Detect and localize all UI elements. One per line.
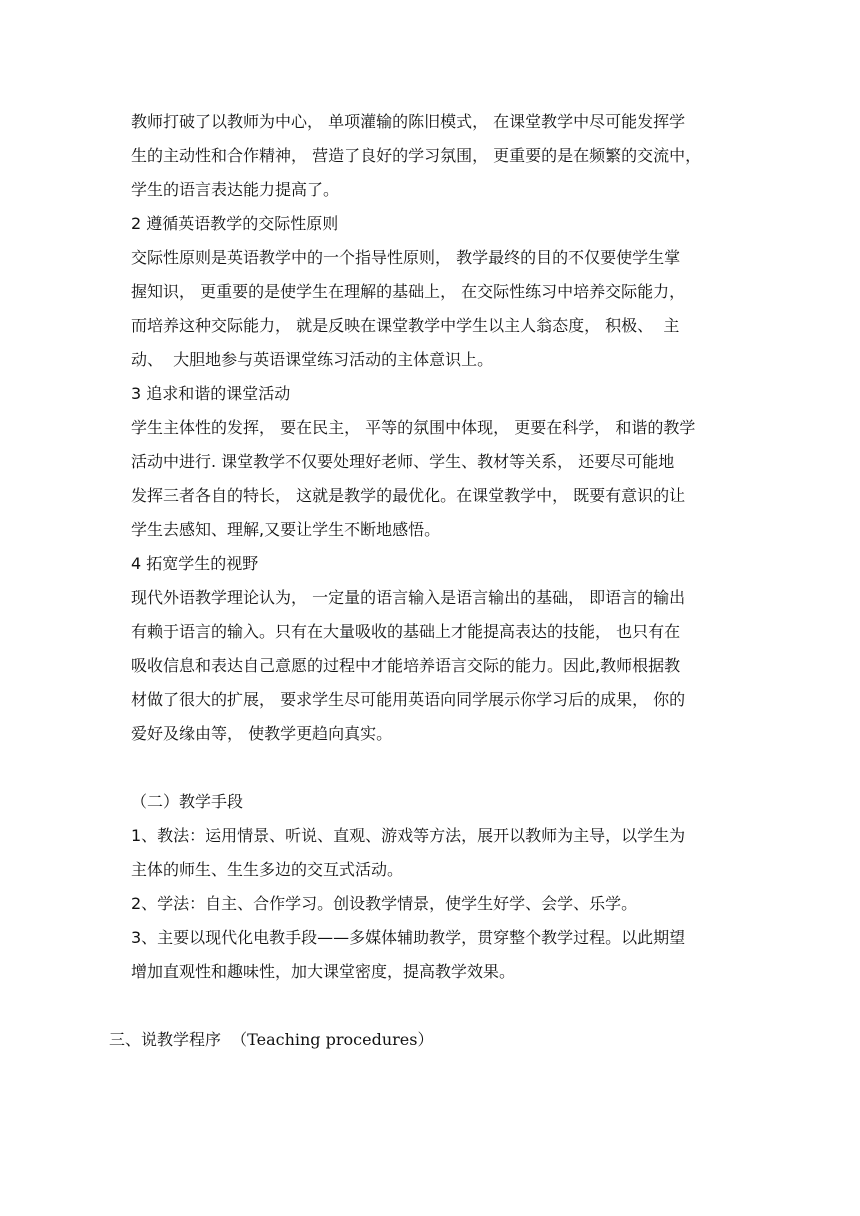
- paragraph-line: 发挥三者各自的特长， 这就是教学的最优化。在课堂教学中， 既要有意识的让: [131, 486, 686, 505]
- paragraph-line: 现代外语教学理论认为， 一定量的语言输入是语言输出的基础， 即语言的输出: [131, 588, 686, 607]
- section-heading: 4 拓宽学生的视野: [131, 554, 259, 573]
- paragraph-line: 活动中进行. 课堂教学不仅要处理好老师、学生、教材等关系， 还要尽可能地: [131, 452, 675, 471]
- paragraph-line: 1、教法：运用情景、听说、直观、游戏等方法，展开以教师为主导，以学生为: [131, 826, 686, 845]
- paragraph-line: 增加直观性和趣味性，加大课堂密度，提高教学效果。: [131, 962, 516, 981]
- paragraph-line: 学生去感知、理解,又要让学生不断地感悟。: [131, 520, 441, 539]
- paragraph-line: 有赖于语言的输入。只有在大量吸收的基础上才能提高表达的技能， 也只有在: [131, 622, 681, 641]
- section-heading: 2 遵循英语教学的交际性原则: [131, 214, 339, 233]
- paragraph-line: 学生的语言表达能力提高了。: [131, 180, 340, 199]
- paragraph-line: 3、主要以现代化电教手段——多媒体辅助教学，贯穿整个教学过程。以此期望: [131, 928, 686, 947]
- paragraph-line: 动、 大胆地参与英语课堂练习活动的主体意识上。: [131, 350, 494, 369]
- chapter-heading: 三、说教学程序 （Teaching procedures）: [109, 1030, 434, 1049]
- paragraph-line: 教师打破了以教师为中心， 单项灌输的陈旧模式， 在课堂教学中尽可能发挥学: [131, 112, 686, 131]
- paragraph-line: 交际性原则是英语教学中的一个指导性原则， 教学最终的目的不仅要使学生掌: [131, 248, 681, 267]
- paragraph-line: 主体的师生、生生多边的交互式活动。: [131, 860, 404, 879]
- paragraph-line: 握知识， 更重要的是使学生在理解的基础上， 在交际性练习中培养交际能力，: [131, 282, 686, 301]
- paragraph-line: 学生主体性的发挥， 要在民主， 平等的氛围中体现， 更要在科学， 和谐的教学: [131, 418, 696, 437]
- paragraph-line: 生的主动性和合作精神， 营造了良好的学习氛围， 更重要的是在频繁的交流中，: [131, 146, 702, 165]
- paragraph-line: 爱好及缘由等， 使教学更趋向真实。: [131, 724, 393, 743]
- section-heading: 3 追求和谐的课堂活动: [131, 384, 291, 403]
- paragraph-line: 材做了很大的扩展， 要求学生尽可能用英语向同学展示你学习后的成果， 你的: [131, 690, 686, 709]
- subsection-heading: （二）教学手段: [131, 792, 244, 811]
- paragraph-line: 2、学法：自主、合作学习。创设教学情景，使学生好学、会学、乐学。: [131, 894, 638, 913]
- paragraph-line: 吸收信息和表达自己意愿的过程中才能培养语言交际的能力。因此,教师根据教: [131, 656, 681, 675]
- paragraph-line: 而培养这种交际能力， 就是反映在课堂教学中学生以主人翁态度， 积极、 主: [131, 316, 680, 335]
